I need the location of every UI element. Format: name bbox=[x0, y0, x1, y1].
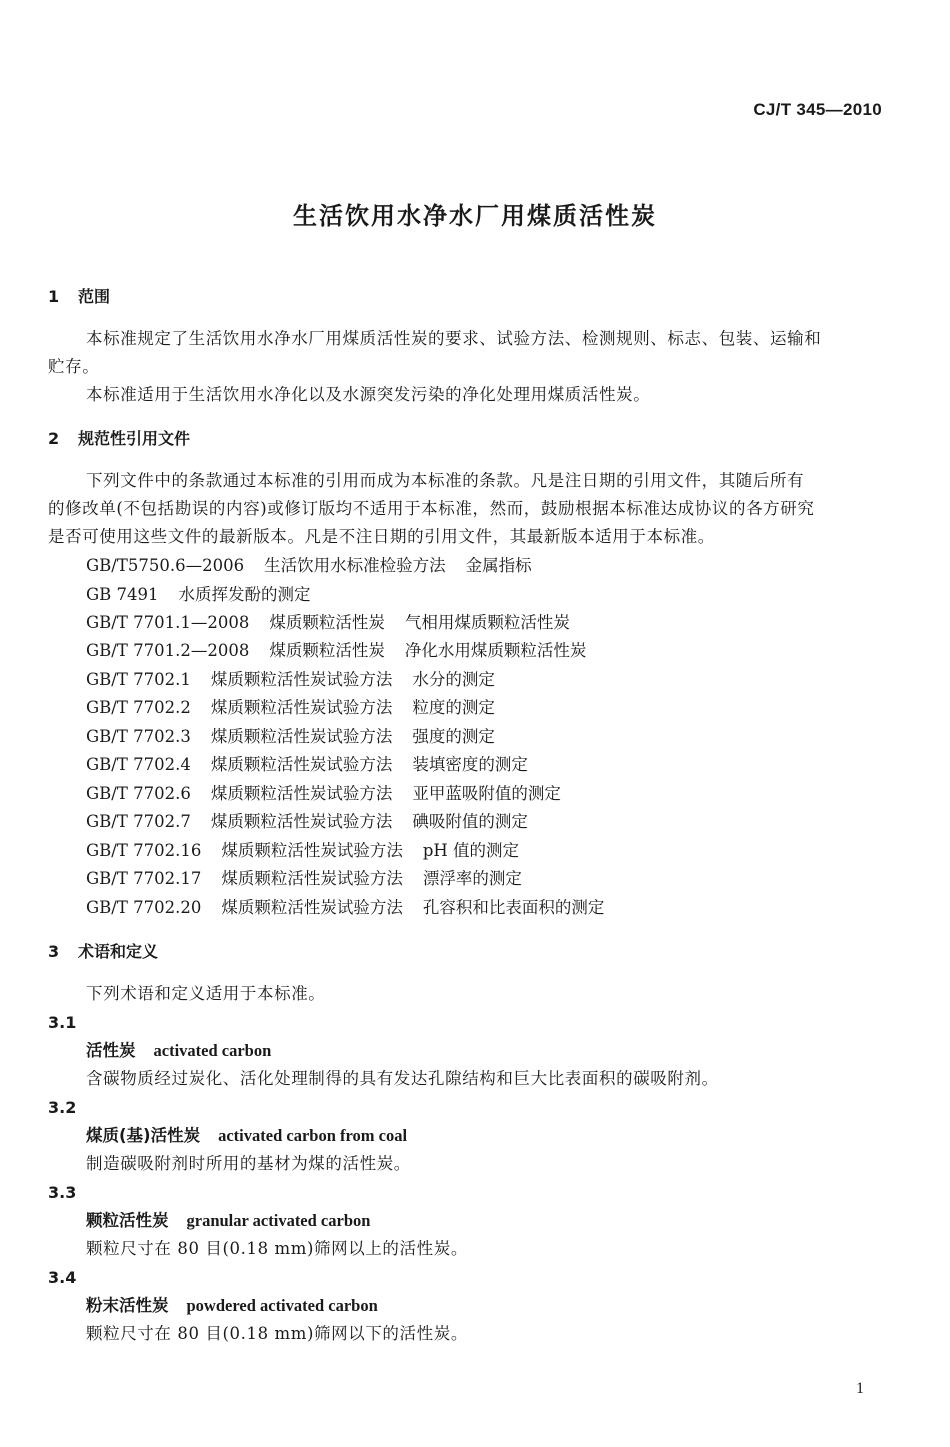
reference-title: 煤质颗粒活性炭试验方法 bbox=[210, 784, 393, 803]
section-number: 3 bbox=[48, 942, 60, 961]
section-number: 1 bbox=[48, 287, 60, 306]
reference-code: GB/T 7702.2 bbox=[86, 698, 191, 717]
standard-code: CJ/T 345—2010 bbox=[753, 100, 882, 119]
reference-item bbox=[86, 584, 311, 606]
reference-subtitle: 粒度的测定 bbox=[412, 698, 495, 717]
reference-subtitle: 净化水用煤质颗粒活性炭 bbox=[404, 641, 587, 660]
reference-code: GB/T 7702.6 bbox=[86, 784, 191, 803]
reference-title: 煤质颗粒活性炭试验方法 bbox=[210, 727, 393, 746]
reference-code: GB/T 7702.1 bbox=[86, 670, 191, 689]
reference-subtitle: 金属指标 bbox=[465, 556, 532, 575]
paragraph-line: 的修改单(不包括勘误的内容)或修订版均不适用于本标准，然而，鼓励根据本标准达成协议的各方研究 bbox=[48, 499, 815, 518]
section-heading-scope bbox=[48, 286, 110, 308]
reference-subtitle: 装填密度的测定 bbox=[412, 755, 528, 774]
section-title: 范围 bbox=[78, 287, 111, 306]
reference-subtitle: pH 值的测定 bbox=[422, 841, 520, 860]
reference-subtitle: 强度的测定 bbox=[412, 727, 495, 746]
reference-item bbox=[86, 726, 495, 748]
reference-title: 煤质颗粒活性炭试验方法 bbox=[221, 841, 403, 860]
reference-code: GB/T 7702.7 bbox=[86, 812, 191, 831]
term-name-zh: 颗粒活性炭 bbox=[86, 1211, 169, 1230]
term-number: 3.3 bbox=[48, 1183, 77, 1202]
reference-code: GB/T 7702.3 bbox=[86, 727, 191, 746]
paragraph-line: 下列文件中的条款通过本标准的引用而成为本标准的条款。凡是注日期的引用文件，其随后所有 bbox=[86, 471, 805, 490]
document-title: 生活饮用水净水厂用煤质活性炭 bbox=[293, 202, 657, 230]
reference-item bbox=[86, 897, 604, 919]
term-name bbox=[86, 1295, 378, 1317]
term-name bbox=[86, 1210, 370, 1232]
reference-code: GB/T 7701.2—2008 bbox=[86, 641, 250, 660]
term-name-en: powdered activated carbon bbox=[186, 1296, 378, 1315]
paragraph-line: 下列术语和定义适用于本标准。 bbox=[86, 984, 326, 1003]
reference-title: 煤质颗粒活性炭 bbox=[269, 641, 385, 660]
term-definition: 制造碳吸附剂时所用的基材为煤的活性炭。 bbox=[86, 1154, 411, 1173]
reference-item bbox=[86, 612, 570, 634]
paragraph-line: 贮存。 bbox=[48, 357, 100, 376]
reference-title: 生活饮用水标准检验方法 bbox=[264, 556, 446, 575]
reference-subtitle: 孔容积和比表面积的测定 bbox=[422, 898, 605, 917]
term-name-zh: 粉末活性炭 bbox=[86, 1296, 169, 1315]
reference-item bbox=[86, 754, 528, 776]
reference-code: GB/T 7702.16 bbox=[86, 841, 202, 860]
reference-item bbox=[86, 555, 532, 577]
term-number: 3.4 bbox=[48, 1268, 77, 1287]
page-number: 1 bbox=[856, 1380, 864, 1397]
reference-subtitle: 水分的测定 bbox=[412, 670, 495, 689]
section-title: 规范性引用文件 bbox=[78, 429, 191, 448]
reference-item bbox=[86, 840, 519, 862]
reference-subtitle: 气相用煤质颗粒活性炭 bbox=[404, 613, 570, 632]
reference-code: GB/T 7702.20 bbox=[86, 898, 202, 917]
reference-title: 煤质颗粒活性炭试验方法 bbox=[210, 698, 393, 717]
reference-title: 煤质颗粒活性炭试验方法 bbox=[210, 755, 393, 774]
term-number: 3.1 bbox=[48, 1013, 77, 1032]
section-number: 2 bbox=[48, 429, 60, 448]
reference-title: 煤质颗粒活性炭试验方法 bbox=[210, 670, 393, 689]
term-number: 3.2 bbox=[48, 1098, 77, 1117]
reference-title: 煤质颗粒活性炭试验方法 bbox=[221, 898, 403, 917]
reference-code: GB/T 7702.17 bbox=[86, 869, 202, 888]
term-name-zh: 活性炭 bbox=[86, 1041, 136, 1060]
section-heading-terms bbox=[48, 941, 158, 963]
term-name bbox=[86, 1125, 407, 1147]
reference-item bbox=[86, 669, 495, 691]
term-name-en: activated carbon from coal bbox=[218, 1126, 408, 1145]
reference-code: GB/T5750.6—2006 bbox=[86, 556, 245, 575]
reference-title: 煤质颗粒活性炭试验方法 bbox=[221, 869, 403, 888]
reference-code: GB/T 7701.1—2008 bbox=[86, 613, 250, 632]
term-definition: 颗粒尺寸在 80 目(0.18 mm)筛网以上的活性炭。 bbox=[86, 1239, 468, 1258]
paragraph-line: 是否可使用这些文件的最新版本。凡是不注日期的引用文件，其最新版本适用于本标准。 bbox=[48, 527, 715, 546]
term-definition: 颗粒尺寸在 80 目(0.18 mm)筛网以下的活性炭。 bbox=[86, 1324, 468, 1343]
term-name-zh: 煤质(基)活性炭 bbox=[86, 1126, 201, 1145]
term-definition: 含碳物质经过炭化、活化处理制得的具有发达孔隙结构和巨大比表面积的碳吸附剂。 bbox=[86, 1069, 719, 1088]
section-heading-normative bbox=[48, 428, 190, 450]
reference-item bbox=[86, 640, 586, 662]
section-title: 术语和定义 bbox=[78, 942, 159, 961]
paragraph-line: 本标准适用于生活饮用水净化以及水源突发污染的净化处理用煤质活性炭。 bbox=[86, 385, 651, 404]
reference-code: GB 7491 bbox=[86, 585, 159, 604]
paragraph-line: 本标准规定了生活饮用水净水厂用煤质活性炭的要求、试验方法、检测规则、标志、包装、运输和 bbox=[86, 329, 822, 348]
reference-item bbox=[86, 811, 528, 833]
reference-title: 水质挥发酚的测定 bbox=[178, 585, 311, 604]
reference-title: 煤质颗粒活性炭试验方法 bbox=[210, 812, 393, 831]
reference-item bbox=[86, 697, 495, 719]
reference-title: 煤质颗粒活性炭 bbox=[269, 613, 385, 632]
reference-code: GB/T 7702.4 bbox=[86, 755, 191, 774]
term-name-en: activated carbon bbox=[153, 1041, 272, 1060]
term-name-en: granular activated carbon bbox=[186, 1211, 371, 1230]
reference-subtitle: 亚甲蓝吸附值的测定 bbox=[412, 784, 561, 803]
term-name bbox=[86, 1040, 271, 1062]
reference-item bbox=[86, 783, 561, 805]
reference-subtitle: 漂浮率的测定 bbox=[422, 869, 522, 888]
reference-subtitle: 碘吸附值的测定 bbox=[412, 812, 528, 831]
reference-item bbox=[86, 868, 522, 890]
